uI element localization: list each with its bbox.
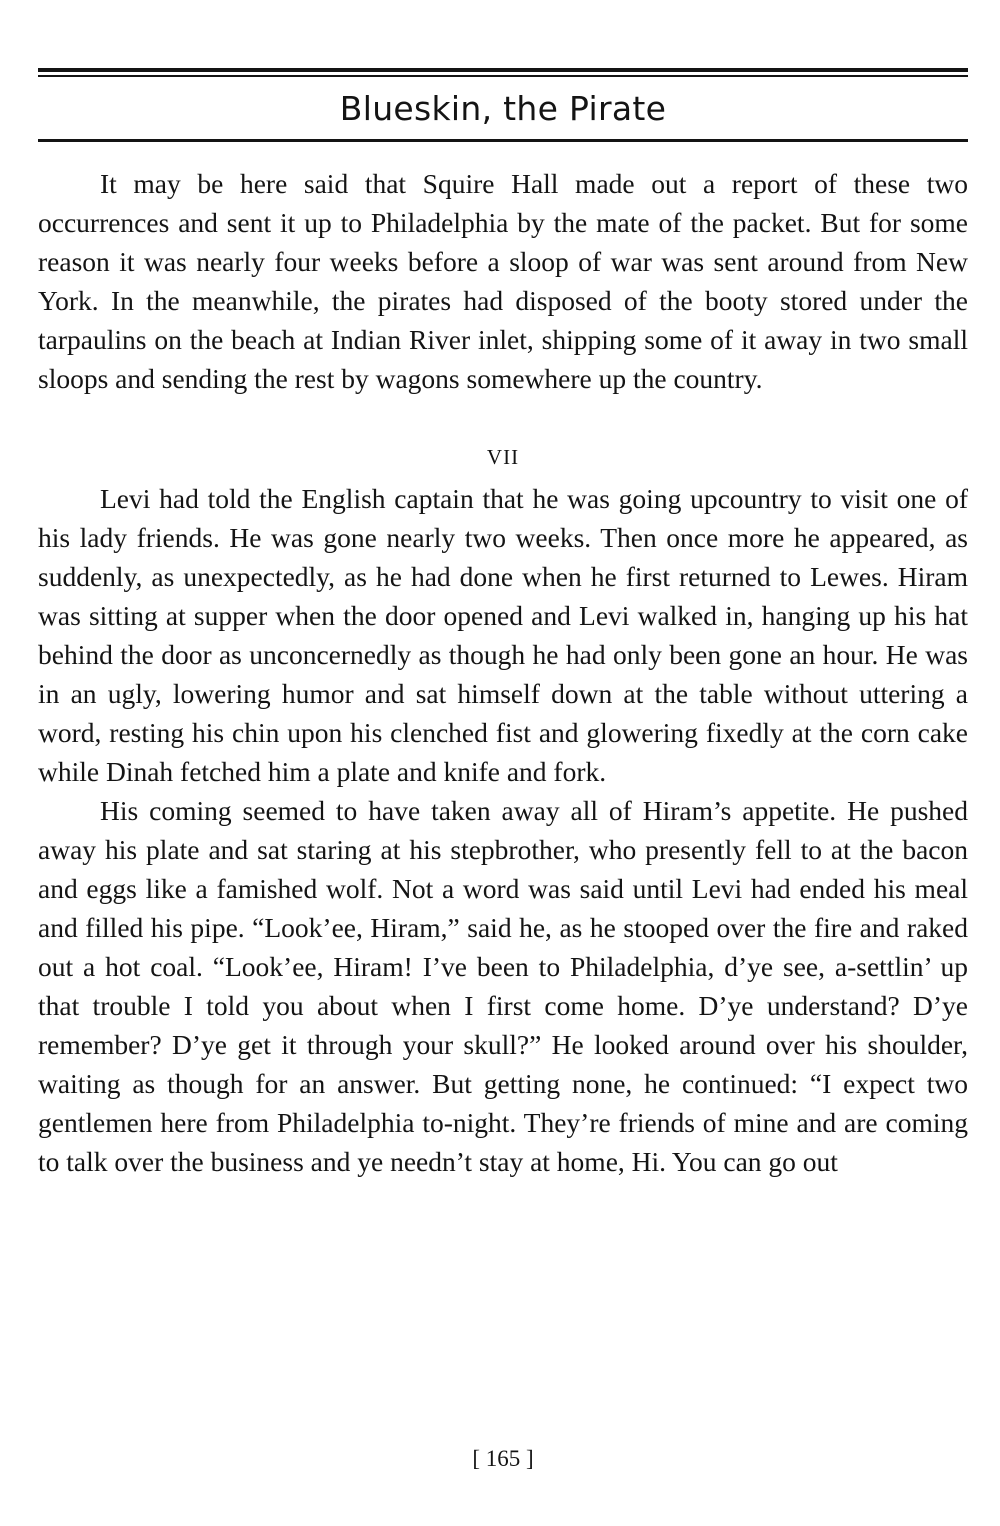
page-body xyxy=(38,164,968,1181)
paragraph: His coming seemed to have taken away all of Hiram’s appetite. He pushed away his plate and sat staring at his stepbrother, who presently fell to at the bacon and eggs like a famished wolf. Not a word was said until Levi had ended his meal and filled his pipe. “Look’ee, Hiram,” said he, as he stooped over the fire and raked out a hot coal. “Look’ee, Hiram! I’ve been to Philadelphia, d’ye see, a-settlin’ up that trouble I told you about when I first come home. D’ye understand? D’ye remember? D’ye get it through your skull?” He looked around over his shoulder, waiting as though for an answer. But getting none, he continued: “I expect two gentlemen here from Philadelphia to-night. They’re friends of mine and are coming to talk over the business and ye needn’t stay at home, Hi. You can go out xyxy=(38,795,968,1177)
section-number: VII xyxy=(486,445,520,469)
book-page xyxy=(38,68,968,1498)
paragraph: Levi had told the English captain that he was going upcountry to visit one of his lady friends. He was gone nearly two weeks. Then once more he appeared, as suddenly, as unexpectedly, as he had done when he first returned to Lewes. Hiram was sitting at supper when the door opened and Levi walked in, hanging up his hat behind the door as unconcernedly as though he had only been gone an hour. He was in an ugly, lowering humor and sat himself down at the table without uttering a word, resting his chin upon his clenched fist and glowering fixedly at the corn cake while Dinah fetched him a plate and knife and fork. xyxy=(38,483,968,787)
page-number: [ 165 ] xyxy=(472,1446,534,1471)
paragraph: It may be here said that Squire Hall made out a report of these two occurrences and sent it up to Philadelphia by the mate of the packet. But for some reason it was nearly four weeks before a sloop of war was sent around from New York. In the meanwhile, the pirates had disposed of the booty stored under the tarpaulins on the beach at Indian River inlet, shipping some of it away in two small sloops and sending the rest by wagons somewhere up the country. xyxy=(38,168,968,394)
header-double-rule xyxy=(38,68,968,77)
running-head: Blueskin, the Pirate xyxy=(339,89,667,128)
header-rule xyxy=(38,139,968,142)
